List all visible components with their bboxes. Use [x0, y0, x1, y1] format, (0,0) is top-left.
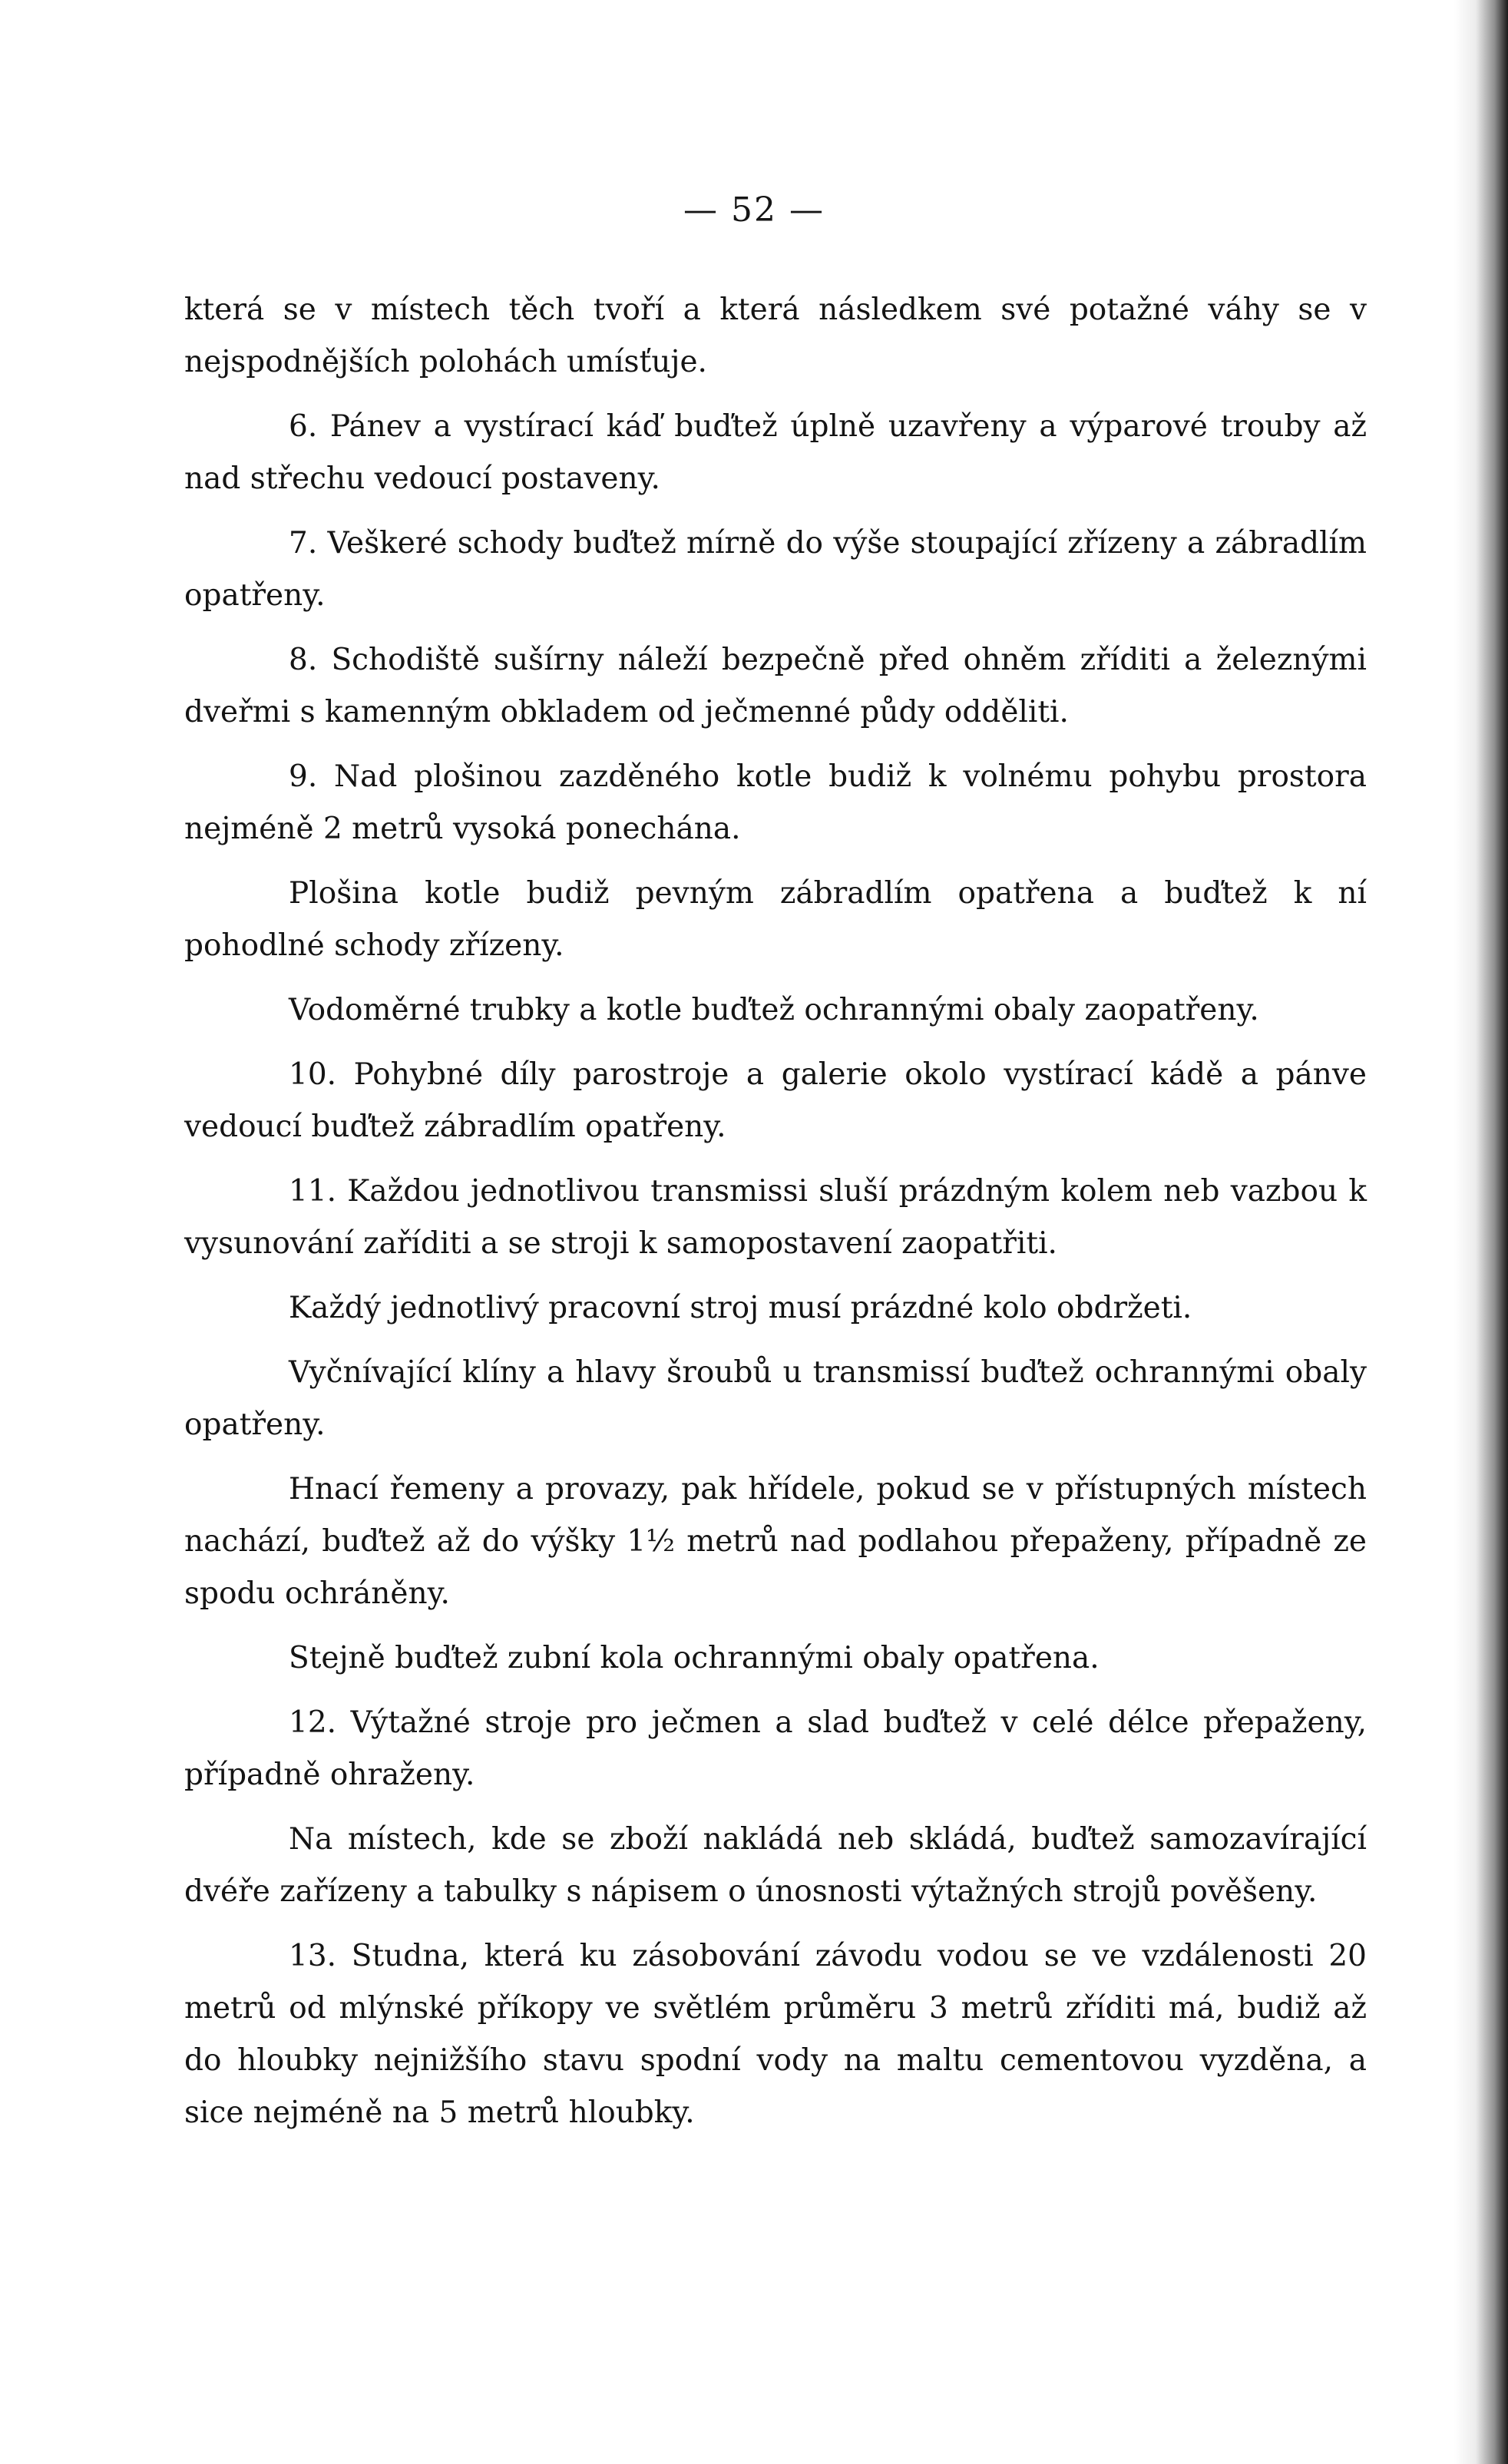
paragraph-11-machine: Každý jednotlivý pracovní stroj musí prázdné kolo obdržeti. — [289, 1291, 1192, 1325]
page-number: — 52 — — [683, 190, 825, 230]
paragraph-11: 11. Každou jednotlivou transmissi sluší prázdným kolem neb vazbou k vysunování zaříditi a se stroji k samopostavení zaopatřiti. — [184, 1174, 1367, 1261]
paragraph-12-doors: Na místech, kde se zboží nakládá neb skládá, buďtež samozavírající dvéře zařízeny a tabulky s nápisem o únosnosti výtažných strojů pověšeny. — [184, 1822, 1367, 1909]
paragraph-11-belts: Hnací řemeny a provazy, pak hřídele, pokud se v přístupných místech nachází, buďtež až do výšky 1½ metrů nad podlahou přepaženy, případně ze spodu ochráněny. — [184, 1472, 1367, 1611]
paragraph-10: 10. Pohybné díly parostroje a galerie okolo vystírací kádě a pánve vedoucí buďtež zábradlím opatřeny. — [184, 1057, 1367, 1144]
paragraph-11-wedges: Vyčnívající klíny a hlavy šroubů u transmissí buďtež ochrannými obaly opatřeny. — [184, 1355, 1367, 1442]
paragraph-12: 12. Výtažné stroje pro ječmen a slad buďtež v celé délce přepaženy, případně ohraženy. — [184, 1705, 1367, 1792]
paragraph-11-gears: Stejně buďtež zubní kola ochrannými obaly opatřena. — [289, 1641, 1100, 1675]
paragraph-13: 13. Studna, která ku zásobování závodu vodou se ve vzdálenosti 20 metrů od mlýnské příkopy ve světlém průměru 3 metrů zříditi má, budiž až do hloubky nejnižšího stavu spodní vody na maltu cementovou vyzděna, a sice nejméně na 5 metrů hloubky. — [184, 1939, 1367, 2130]
paragraph-9: 9. Nad plošinou zazděného kotle budiž k volnému pohybu prostora nejméně 2 metrů vysoká ponechána. — [184, 759, 1367, 846]
paragraph-9-gauge-tubes: Vodoměrné trubky a kotle buďtež ochrannými obaly zaopatřeny. — [289, 993, 1259, 1027]
paragraph-6: 6. Pánev a vystírací káď buďtež úplně uzavřeny a výparové trouby až nad střechu vedoucí postaveny. — [184, 409, 1367, 496]
document-body — [184, 284, 1367, 2151]
paragraph-7: 7. Veškeré schody buďtež mírně do výše stoupající zřízeny a zábradlím opatřeny. — [184, 526, 1367, 613]
paragraph-8: 8. Schodiště sušírny náleží bezpečně před ohněm zříditi a železnými dveřmi s kamenným obkladem od ječmenné půdy odděliti. — [184, 643, 1367, 729]
paragraph-continuation: která se v místech těch tvoří a která následkem své potažné váhy se v nejspodnějších polohách umísťuje. — [184, 293, 1367, 379]
paragraph-9-platform: Plošina kotle budiž pevným zábradlím opatřena a buďtež k ní pohodlné schody zřízeny. — [184, 876, 1367, 963]
scan-dark-edge — [1454, 0, 1508, 2464]
